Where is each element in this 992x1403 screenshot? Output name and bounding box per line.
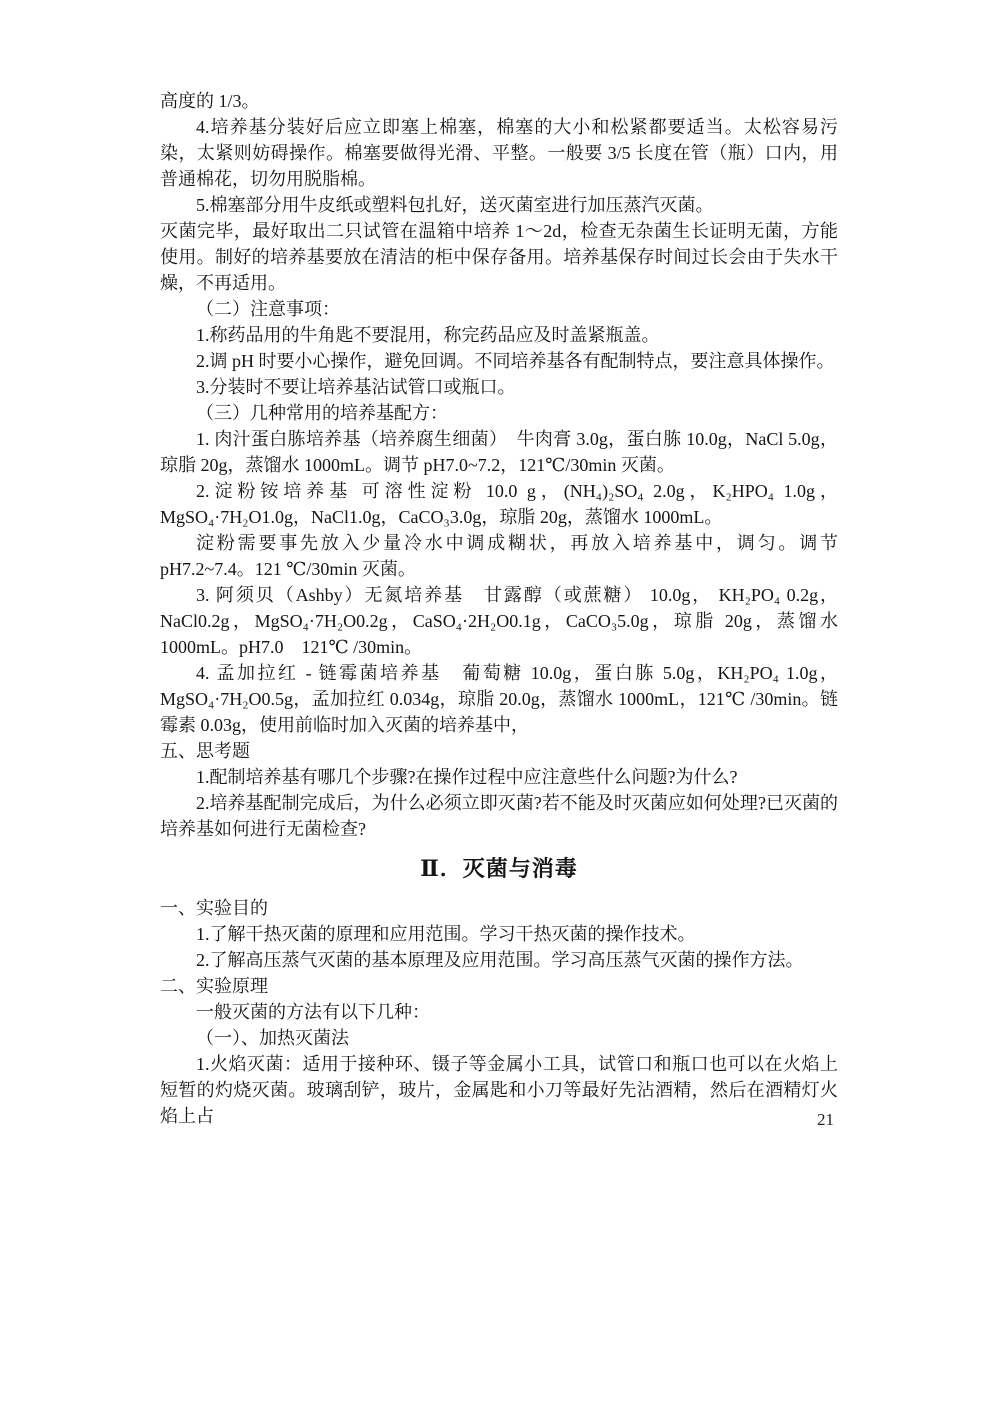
paragraph: 1.火焰灭菌：适用于接种环、镊子等金属小工具，试管口和瓶口也可以在火焰上短暂的灼烧灭菌。玻璃刮铲，玻片，金属匙和小刀等最好先沾酒精，然后在酒精灯火焰上占 bbox=[160, 1054, 838, 1126]
paragraph: 4. 孟加拉红 - 链霉菌培养基 葡萄糖 10.0g，蛋白胨 5.0g，KH₂PO₄ 1.0g，MgSO₄·7H₂O0.5g，孟加拉红 0.034g，琼脂 20.0g，蒸馏水 1000mL，121℃ /30min。链霉素 0.03g，使用前临时加入灭菌的培养基中， bbox=[160, 663, 838, 735]
text-block bbox=[160, 88, 838, 1129]
paragraph: 3. 阿须贝（Ashby）无氮培养基 甘露醇（或蔗糖） 10.0g， KH₂PO₄ 0.2g，NaCl0.2g，MgSO₄·7H₂O0.2g，CaSO₄·2H₂O0.1g，CaCO₃5.0g，琼脂 20g，蒸馏水 1000mL。pH7.0 121℃ /30min。 bbox=[160, 585, 838, 657]
paragraph: 一般灭菌的方法有以下几种： bbox=[196, 1002, 430, 1022]
paragraph: 一、实验目的 bbox=[160, 898, 268, 918]
paragraph: （二）注意事项： bbox=[196, 299, 340, 319]
paragraph: 1.配制培养基有哪几个步骤?在操作过程中应注意些什么问题?为什么? bbox=[196, 767, 738, 787]
paragraph: （一）、加热灭菌法 bbox=[196, 1028, 349, 1048]
paragraph: 1.了解干热灭菌的原理和应用范围。学习干热灭菌的操作技术。 bbox=[196, 924, 696, 944]
paragraph: 1. 肉汁蛋白胨培养基（培养腐生细菌） 牛肉膏 3.0g，蛋白胨 10.0g，NaCl 5.0g，琼脂 20g，蒸馏水 1000mL。调节 pH7.0~7.2，121℃/30min 灭菌。 bbox=[160, 429, 838, 475]
paragraph: 2.淀粉铵培养基 可溶性淀粉 10.0 g，(NH₄)₂SO₄ 2.0g，K₂HPO₄ 1.0g，MgSO₄·7H₂O1.0g，NaCl1.0g，CaCO₃3.0g，琼脂 20g，蒸馏水 1000mL。 bbox=[160, 481, 838, 527]
paragraph: 淀粉需要事先放入少量冷水中调成糊状，再放入培养基中，调匀。调节 pH7.2~7.4。121 ℃/30min 灭菌。 bbox=[160, 533, 838, 579]
paragraph: 2.培养基配制完成后，为什么必须立即灭菌?若不能及时灭菌应如何处理?已灭菌的培养基如何进行无菌检查? bbox=[160, 793, 838, 839]
paragraph: 1.称药品用的牛角匙不要混用，称完药品应及时盖紧瓶盖。 bbox=[196, 325, 660, 345]
paragraph: 灭菌完毕，最好取出二只试管在温箱中培养 1～2d，检查无杂菌生长证明无菌，方能使用。制好的培养基要放在清洁的柜中保存备用。培养基保存时间过长会由于失水干燥，不再适用。 bbox=[160, 221, 838, 293]
paragraph: 2.调 pH 时要小心操作，避免回调。不同培养基各有配制特点，要注意具体操作。 bbox=[196, 351, 835, 371]
page-number: 21 bbox=[817, 1110, 834, 1129]
paragraph: 3.分装时不要让培养基沾试管口或瓶口。 bbox=[196, 377, 516, 397]
section-heading: Ⅱ．灭菌与消毒 bbox=[420, 856, 578, 881]
paragraph: 二、实验原理 bbox=[160, 976, 268, 996]
paragraph: （三）几种常用的培养基配方： bbox=[196, 403, 448, 423]
paragraph: 2.了解高压蒸气灭菌的基本原理及应用范围。学习高压蒸气灭菌的操作方法。 bbox=[196, 950, 804, 970]
paragraph: 5.棉塞部分用牛皮纸或塑料包扎好，送灭菌室进行加压蒸汽灭菌。 bbox=[196, 195, 714, 215]
paragraph: 五、思考题 bbox=[160, 741, 250, 761]
paragraph: 4.培养基分装好后应立即塞上棉塞，棉塞的大小和松紧都要适当。太松容易污染，太紧则妨碍操作。棉塞要做得光滑、平整。一般要 3/5 长度在管（瓶）口内，用普通棉花，切勿用脱脂棉。 bbox=[160, 117, 838, 189]
paragraph: 高度的 1/3。 bbox=[160, 91, 260, 111]
